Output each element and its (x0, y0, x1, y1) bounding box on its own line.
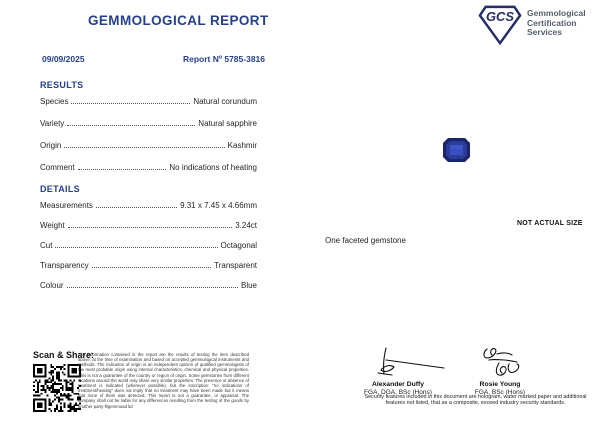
signatory-credentials: FGA, DGA, BSc (Hons) (364, 389, 432, 396)
logo-word-line1: Gemmological (527, 8, 586, 18)
sapphire-gem-image (443, 138, 470, 162)
signatory-alexander-duffy (343, 346, 453, 396)
result-row-origin (40, 141, 257, 150)
row-label: Colour (40, 281, 64, 290)
dotted-leader (67, 125, 195, 126)
result-row-variety (40, 119, 257, 128)
row-label: Comment (40, 163, 75, 172)
result-row-species (40, 97, 257, 106)
dotted-leader (68, 227, 232, 228)
detail-row-cut (40, 241, 257, 250)
signatory-name: Rosie Young (479, 381, 521, 388)
row-label: Measurements (40, 201, 93, 210)
result-row-comment (40, 163, 257, 172)
row-value: No indications of heating (169, 163, 257, 172)
row-value: 9.31 x 7.45 x 4.66mm (180, 201, 257, 210)
logo-wordmark (527, 9, 586, 38)
row-label: Variety (40, 119, 65, 128)
detail-row-colour (40, 281, 257, 290)
signatory-rosie-young (445, 346, 555, 396)
dotted-leader (92, 267, 212, 268)
detail-row-transparency (40, 261, 257, 270)
details-section-heading: DETAILS (40, 184, 80, 194)
disclaimer-text: The information contained in the report are the results of testing the item described above, at the time of examination and based on accepted gemmological instruments and methods. The indication of origin is an independent opinion of qualified gemmologists of the most probable origin using internal characteristics, chemical and physical properties. This is not a guarantee of the country or region of origin. Some gemstones from different locations around the world may share very similar properties. The presence or absence of treatment is indicated (wherever possible), but the inscription: "no indications of treatment/heating" does not imply that no treatment may have been made but it means that none of them was detected. This report is not a guarantee, or appraisal. The company shall not be liable for any differences resulting from the testing of the goods by another party-fligemmoad ltd (78, 352, 249, 409)
signature-scribble-icon (445, 346, 555, 379)
signatory-credentials: FGA, BSc (Hons) (474, 389, 526, 396)
row-value: Natural corundum (193, 97, 257, 106)
dotted-leader (64, 147, 224, 148)
dotted-leader (78, 169, 167, 170)
row-value: Transparent (214, 261, 257, 270)
dotted-leader (96, 207, 177, 208)
signatory-name: Alexander Duffy (371, 381, 425, 388)
row-value: 3.24ct (235, 221, 257, 230)
row-value: Natural sapphire (198, 119, 257, 128)
row-value: Octagonal (220, 241, 257, 250)
gcs-diamond-logo-icon (477, 3, 523, 52)
logo-word-line3: Services (527, 27, 562, 37)
row-label: Weight (40, 221, 65, 230)
dotted-leader (55, 247, 217, 248)
gcs-logo (477, 3, 597, 49)
row-label: Origin (40, 141, 62, 150)
logo-word-line2: Certification (527, 17, 577, 28)
results-section-heading: RESULTS (40, 80, 84, 90)
page-title: GEMMOLOGICAL REPORT (88, 13, 269, 28)
qr-code (33, 364, 81, 412)
dotted-leader (67, 287, 238, 288)
row-label: Species (40, 97, 69, 106)
dotted-leader (71, 103, 190, 104)
signature-scribble-icon (343, 346, 453, 379)
row-value: Kashmir (227, 141, 257, 150)
report-number: Report Nº 5785-3816 (183, 54, 266, 64)
row-label: Cut (40, 241, 53, 250)
security-features-note: Security features included in this document are hologram, water marked paper and additional features not listed, that as a composite, exceed industry security standards. (364, 394, 587, 407)
svg-text:GCS: GCS (486, 9, 514, 25)
row-label: Transparency (40, 261, 89, 270)
detail-row-measurements (40, 201, 257, 210)
scan-share-label: Scan & Share: (33, 350, 95, 360)
detail-row-weight (40, 221, 257, 230)
gem-caption: One faceted gemstone (325, 236, 406, 245)
report-date: 09/09/2025 (42, 54, 85, 64)
not-actual-size-note: NOT ACTUAL SIZE (517, 220, 583, 227)
row-value: Blue (240, 281, 257, 290)
